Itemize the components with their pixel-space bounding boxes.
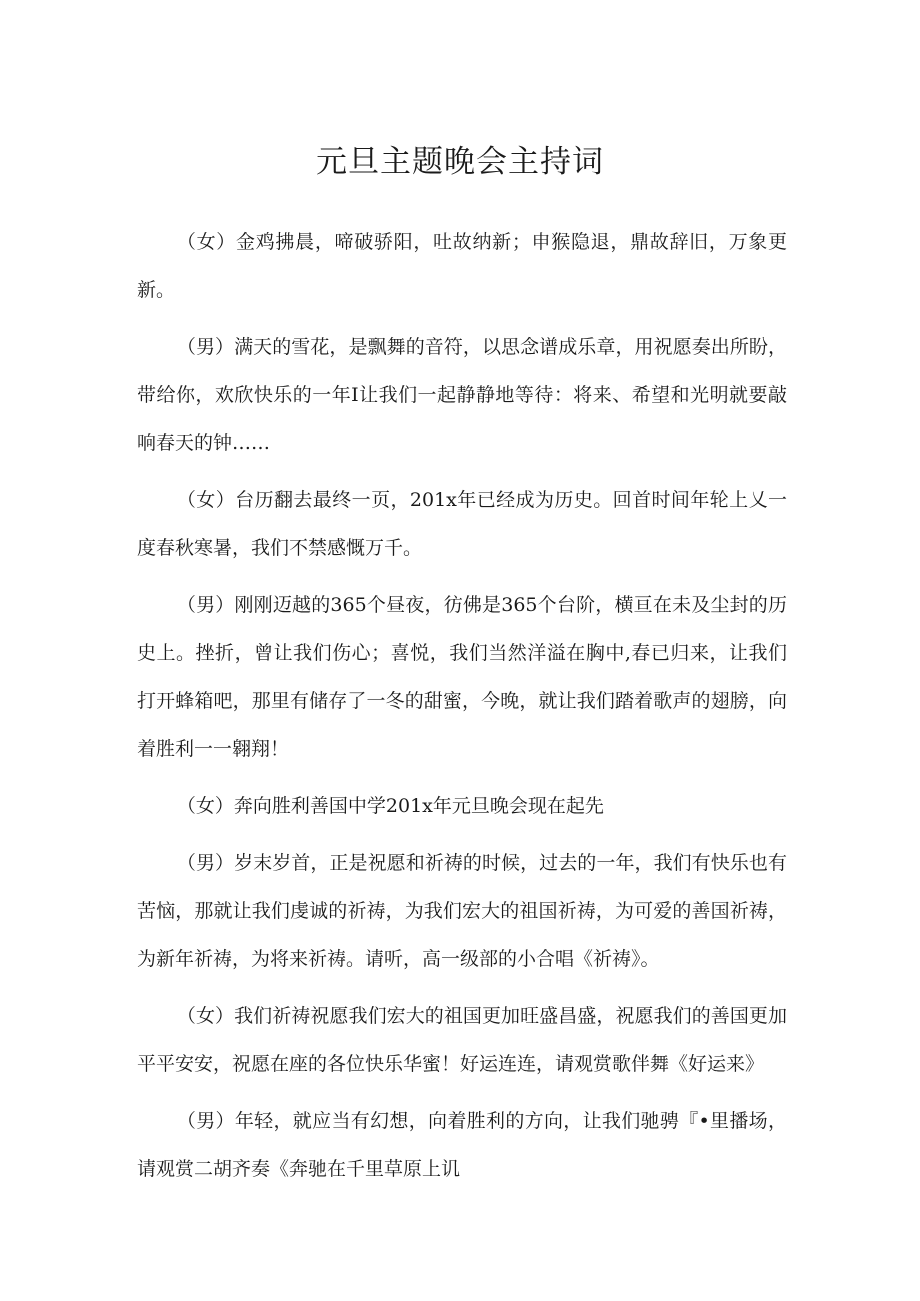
document-title: 元旦主题晚会主持词: [316, 144, 604, 180]
paragraph: （男）年轻，就应当有幻想，向着胜利的方向，让我们驰骋『•里播场，请观赏二胡齐奏《奔驰在千里草原上讥: [137, 1110, 787, 1180]
paragraph: （女）台历翻去最终一页，201x年已经成为历史。回首时间年轮上乂一度春秋寒暑，我们不禁感慨万千。: [137, 489, 787, 559]
paragraph: （男）满天的雪花，是飘舞的音符，以思念谱成乐章，用祝愿奏出所盼，带给你，欢欣快乐的一年I让我们一起静静地等待：将来、希望和光明就要敲响春天的钟……: [137, 336, 787, 454]
paragraph: （女）奔向胜利善国中学201x年元旦晚会现在起先: [176, 795, 604, 817]
paragraph: （女）金鸡拂晨，啼破骄阳，吐故纳新；申猴隐退，鼎故辞旧，万象更新。: [137, 231, 787, 301]
paragraph: （女）我们祈祷祝愿我们宏大的祖国更加旺盛昌盛，祝愿我们的善国更加平平安安，祝愿在座的各位快乐华蜜！好运连连，请观赏歌伴舞《好运来》: [137, 1005, 787, 1075]
paragraph: （男）刚刚迈越的365个昼夜，彷佛是365个台阶，横亘在未及尘封的历史上。挫折，曾让我们伤心；喜悦，我们当然洋溢在胸中,春已归来，让我们打开蜂箱吧，那里有储存了一冬的甜蜜，今晚，就让我们踏着歌声的翅膀，向着胜利一一翱翔！: [137, 594, 787, 760]
paragraph: （男）岁末岁首，正是祝愿和祈祷的时候，过去的一年，我们有快乐也有苦恼，那就让我们虔诚的祈祷，为我们宏大的祖国祈祷，为可爱的善国祈祷，为新年祈祷，为将来祈祷。请听，高一级部的小合唱《祈祷》。: [137, 852, 787, 970]
document-body: [137, 218, 787, 1202]
